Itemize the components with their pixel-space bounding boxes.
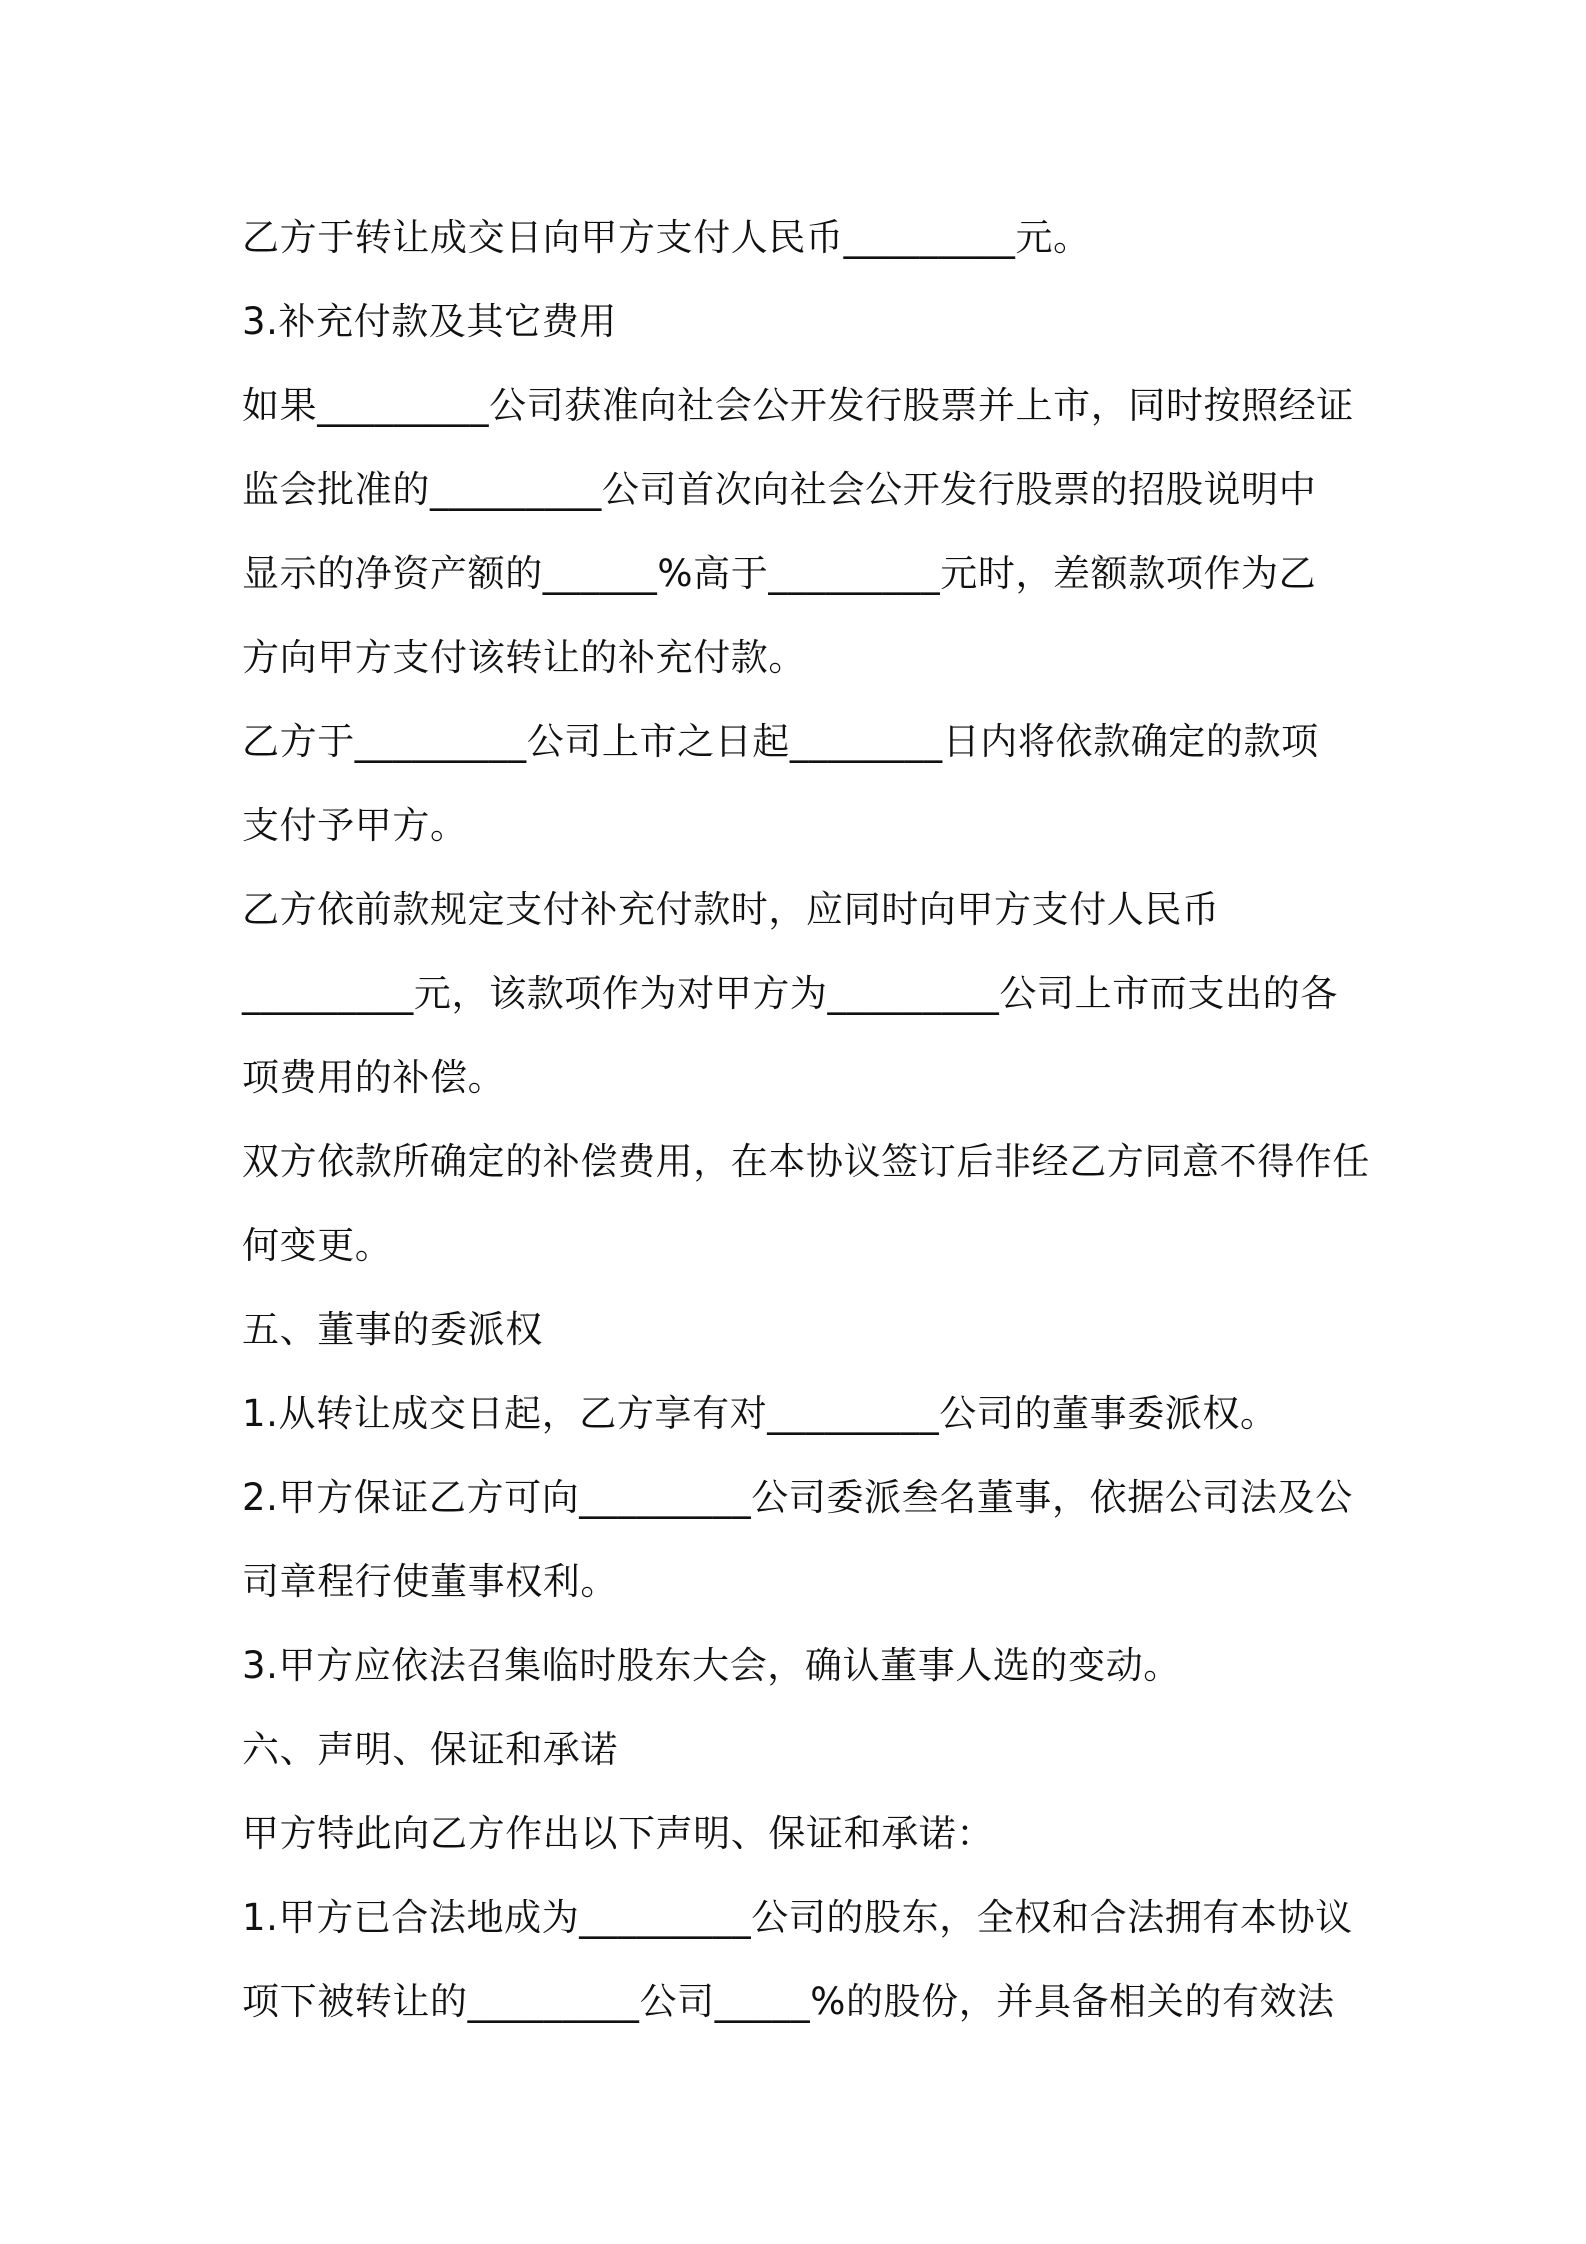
text-line: 1.甲方已合法地成为_________公司的股东，全权和合法拥有本协议 <box>242 1896 1353 1939</box>
section-heading: 五、董事的委派权 <box>242 1308 543 1351</box>
text-line: 甲方特此向乙方作出以下声明、保证和承诺： <box>242 1812 994 1855</box>
text-line: 2.甲方保证乙方可向_________公司委派叁名董事，依据公司法及公 <box>242 1476 1353 1519</box>
text-line: 何变更。 <box>242 1224 393 1267</box>
text-line: 项下被转让的_________公司_____%的股份，并具备相关的有效法 <box>242 1980 1335 2023</box>
text-line: 乙方于转让成交日向甲方支付人民币_________元。 <box>242 216 1091 259</box>
text-line: 司章程行使董事权利。 <box>242 1560 618 1603</box>
text-line: 3.甲方应依法召集临时股东大会，确认董事人选的变动。 <box>242 1644 1181 1687</box>
text-line: 1.从转让成交日起，乙方享有对_________公司的董事委派权。 <box>242 1392 1278 1435</box>
text-line: 双方依款所确定的补偿费用，在本协议签订后非经乙方同意不得作任 <box>242 1140 1370 1183</box>
document-body <box>242 196 1370 2044</box>
text-line: 乙方于_________公司上市之日起________日内将依款确定的款项 <box>242 720 1319 763</box>
text-line: 如果_________公司获准向社会公开发行股票并上市，同时按照经证 <box>242 384 1354 427</box>
text-line: 监会批准的_________公司首次向社会公开发行股票的招股说明中 <box>242 468 1317 511</box>
section-heading: 3.补充付款及其它费用 <box>242 300 617 343</box>
text-line: 支付予甲方。 <box>242 804 468 847</box>
text-line: 显示的净资产额的______%高于_________元时，差额款项作为乙 <box>242 552 1317 595</box>
text-line: 项费用的补偿。 <box>242 1056 506 1099</box>
section-heading: 六、声明、保证和承诺 <box>242 1728 618 1771</box>
text-line: 乙方依前款规定支付补充付款时，应同时向甲方支付人民币 <box>242 888 1220 931</box>
text-line: 方向甲方支付该转让的补充付款。 <box>242 636 806 679</box>
text-line: _________元，该款项作为对甲方为_________公司上市而支出的各 <box>242 972 1338 1015</box>
